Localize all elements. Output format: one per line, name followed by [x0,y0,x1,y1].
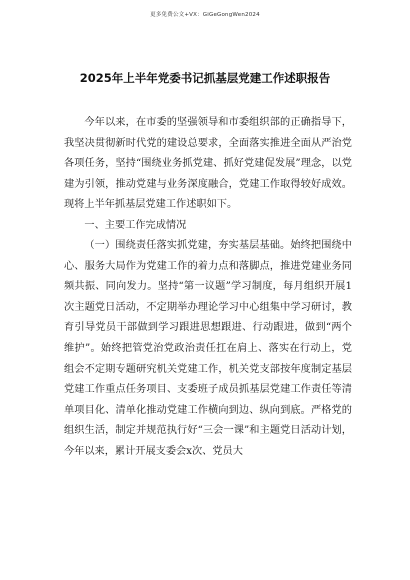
document-body [64,113,352,462]
item-1-paragraph: （一）围绕责任落实抓党建，夯实基层基础。始终把围绕中心、服务大局作为党建工作的着力点和落脚点，推进党建业务同频共振、同向发力。坚持“第一议题”学习制度，每月组织开展1次主题党日活动，不定期举办理论学习中心组集中学习研讨，教育引导党员干部做到学习跟进思想跟进、行动跟进，做到“两个维护”。始终把管党治党政治责任扛在肩上、落实在行动上，党组会不定期专题研究机关党建工作，机关党支部按年度制定基层党建工作重点任务项目、支委班子成员抓基层党建工作责任等清单项目化、清单化推动党建工作横向到边、纵向到底。严格党的组织生活，制定并规范执行好“三会一课”和主题党日活动计划，今年以来，累计开展支委会x次、党员大 [64,240,352,457]
section-heading: 一、主要工作完成情况 [84,219,187,231]
document-title: 2025年上半年党委书记抓基层党建工作述职报告 [79,71,331,85]
header-note: 更多免费公文+VX：GiGeGongWen2024 [150,12,260,18]
intro-paragraph: 今年以来，在市委的坚强领导和市委组织部的正确指导下，我坚决贯彻新时代党的建设总要求，全面落实推进全面从严治党各项任务，坚持“围绕业务抓党建、抓好党建促发展”理念，以党建为引领，推动党建与业务深度融合，党建工作取得较好成效。现将上半年抓基层党建工作述职如下。 [64,117,352,211]
